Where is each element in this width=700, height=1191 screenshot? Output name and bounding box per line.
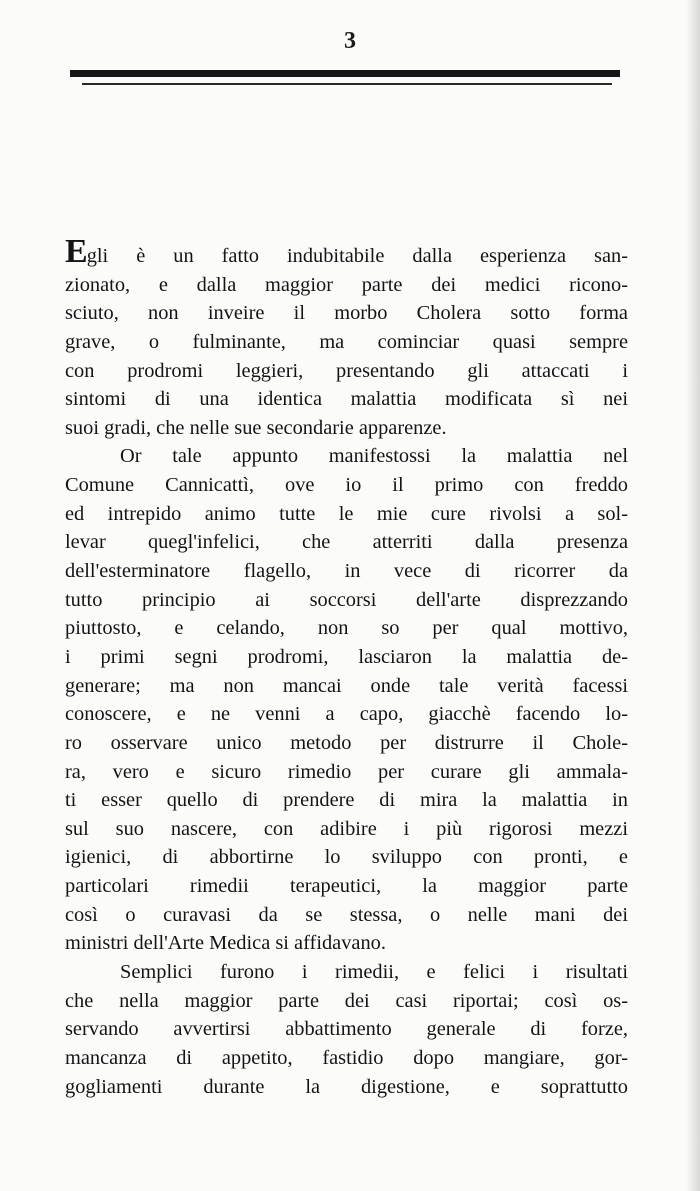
text-line: gogliamenti durante la digestione, e soprattutto bbox=[65, 1075, 628, 1098]
text-line: Or tale appunto manifestossi la malattia nel bbox=[120, 445, 628, 468]
drop-cap: E bbox=[65, 233, 87, 270]
text-line: sciuto, non inveire il morbo Cholera sotto forma bbox=[65, 302, 628, 325]
text-line: Egli è un fatto indubitabile dalla esperienza san- bbox=[65, 233, 628, 270]
header-rule-thick bbox=[70, 70, 620, 77]
header-rule-thin bbox=[82, 83, 612, 85]
text-line: con prodromi leggieri, presentando gli attaccati i bbox=[65, 359, 628, 382]
text-line: conoscere, e ne venni a capo, giacchè facendo lo- bbox=[65, 703, 628, 726]
page-edge-shadow bbox=[686, 0, 700, 1191]
text-line: servando avvertirsi abbattimento generale di forze, bbox=[65, 1018, 628, 1041]
text-line: che nella maggior parte dei casi riportai; così os- bbox=[65, 989, 628, 1012]
text-line: particolari rimedii terapeutici, la maggior parte bbox=[65, 875, 628, 898]
text-line: zionato, e dalla maggior parte dei medici ricono- bbox=[65, 273, 628, 296]
text-line: levar quegl'infelici, che atterriti dalla presenza bbox=[65, 531, 628, 554]
text-line: dell'esterminatore flagello, in vece di ricorrer da bbox=[65, 560, 628, 583]
text-line: sintomi di una identica malattia modificata sì nei bbox=[65, 388, 628, 411]
text-line: ti esser quello di prendere di mira la malattia in bbox=[65, 789, 628, 812]
page-number: 3 bbox=[344, 28, 356, 54]
text-line: i primi segni prodromi, lasciaron la malattia de- bbox=[65, 645, 628, 668]
text-line: ro osservare unico metodo per distrurre il Chole- bbox=[65, 731, 628, 754]
text-line: suoi gradi, che nelle sue secondarie apparenze. bbox=[65, 416, 447, 439]
text-line: igienici, di abbortirne lo sviluppo con pronti, e bbox=[65, 846, 628, 869]
text-line: così o curavasi da se stessa, o nelle mani dei bbox=[65, 903, 628, 926]
text-line: generare; ma non mancai onde tale verità facessi bbox=[65, 674, 628, 697]
text-line: mancanza di appetito, fastidio dopo mangiare, gor- bbox=[65, 1046, 628, 1069]
text-line: Semplici furono i rimedii, e felici i risultati bbox=[120, 961, 628, 984]
text-line: piuttosto, e celando, non so per qual mottivo, bbox=[65, 617, 628, 640]
text-line: ra, vero e sicuro rimedio per curare gli ammala- bbox=[65, 760, 628, 783]
text-line: grave, o fulminante, ma cominciar quasi sempre bbox=[65, 330, 628, 353]
text-line: ed intrepido animo tutte le mie cure rivolsi a sol- bbox=[65, 502, 628, 525]
body-text bbox=[65, 233, 628, 1101]
text-line: sul suo nascere, con adibire i più rigorosi mezzi bbox=[65, 817, 628, 840]
text-line: tutto principio ai soccorsi dell'arte disprezzando bbox=[65, 588, 628, 611]
text-line: ministri dell'Arte Medica si affidavano. bbox=[65, 932, 386, 955]
text-line: Comune Cannicattì, ove io il primo con freddo bbox=[65, 474, 628, 497]
